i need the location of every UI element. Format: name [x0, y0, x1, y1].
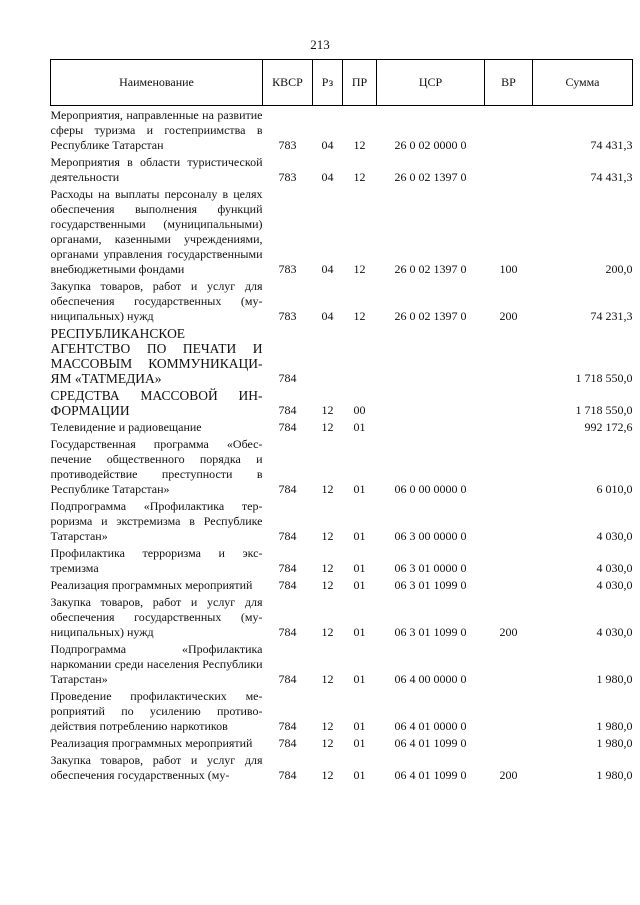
cell-kvsr: 784: [278, 719, 297, 733]
cell-name: Реализация программных мероприятий: [50, 578, 253, 592]
cell-kvsr: 783: [278, 170, 297, 184]
cell-pr: 01: [353, 672, 366, 686]
cell-vr: [485, 687, 533, 734]
cell-name: Проведение профилактических мероприятий по усилению противодействия потреблению наркотиков: [50, 689, 263, 733]
cell-csr: 26 0 02 1397 0: [394, 309, 467, 323]
cell-vr: [485, 324, 533, 386]
cell-rz: 04: [321, 309, 334, 323]
table-row: [51, 153, 633, 185]
cell-name: Расходы на выплаты персоналу в целях обеспечения выполнения функций государственными (муниципальными) органами, казенными учреждениями, органами управления государственными внебюджетными фондами: [50, 187, 263, 276]
cell-vr: 200: [499, 768, 518, 782]
table-row: [51, 497, 633, 544]
cell-csr: 06 4 01 0000 0: [394, 719, 467, 733]
cell-csr: [377, 324, 485, 386]
table-row: [51, 544, 633, 576]
cell-sum: 74 431,3: [590, 170, 633, 184]
table-row: [51, 324, 633, 386]
table-row: [51, 435, 633, 497]
cell-pr: 12: [353, 309, 366, 323]
cell-kvsr: 783: [278, 138, 297, 152]
cell-csr: [377, 386, 485, 418]
cell-name: Подпрограмма «Профилактика наркомании среди населения Республики Татарстан»: [50, 642, 263, 686]
cell-csr: 06 4 01 1099 0: [394, 768, 467, 782]
cell-name: Мероприятия в области туристической деятельности: [50, 155, 263, 184]
header-csr: ЦСР: [377, 60, 485, 106]
cell-name: РЕСПУБЛИКАНСКОЕ АГЕНТСТВО ПО ПЕЧАТИ И МАССОВЫМ КОММУНИКАЦИЯМ «ТАТМЕДИА»: [50, 326, 263, 386]
cell-rz: 04: [321, 138, 334, 152]
cell-csr: 06 0 00 0000 0: [394, 482, 467, 496]
cell-sum: 1 980,0: [596, 719, 633, 733]
cell-vr: [485, 386, 533, 418]
cell-name: Реализация программных мероприятий: [50, 736, 253, 750]
cell-pr: 12: [353, 138, 366, 152]
cell-sum: 1 980,0: [596, 672, 633, 686]
cell-kvsr: 784: [278, 578, 297, 592]
budget-table: [50, 59, 633, 783]
cell-kvsr: 784: [278, 625, 297, 639]
cell-pr: 00: [353, 403, 366, 417]
cell-kvsr: 784: [278, 736, 297, 750]
cell-rz: 12: [321, 420, 334, 434]
cell-vr: [485, 497, 533, 544]
cell-name: Закупка товаров, работ и услуг для обеспечения государственных (муниципальных) нужд: [50, 595, 263, 639]
cell-kvsr: 784: [278, 672, 297, 686]
table-row: [51, 418, 633, 435]
cell-pr: 01: [353, 736, 366, 750]
cell-vr: [485, 435, 533, 497]
header-rz: Рз: [313, 60, 343, 106]
cell-kvsr: 784: [278, 482, 297, 496]
cell-csr: 06 3 01 0000 0: [394, 561, 467, 575]
cell-vr: 200: [499, 309, 518, 323]
cell-sum: 4 030,0: [596, 578, 633, 592]
cell-sum: 4 030,0: [596, 625, 633, 639]
cell-pr: 01: [353, 482, 366, 496]
cell-name: Профилактика терроризма и экстремизма: [50, 546, 263, 575]
cell-sum: 4 030,0: [596, 561, 633, 575]
cell-sum: 1 718 550,0: [575, 403, 633, 417]
cell-vr: [485, 153, 533, 185]
header-pr: ПР: [343, 60, 377, 106]
cell-rz: 04: [321, 262, 334, 276]
cell-sum: 4 030,0: [596, 529, 633, 543]
cell-pr: 01: [353, 625, 366, 639]
cell-rz: 12: [321, 529, 334, 543]
cell-rz: 12: [321, 403, 334, 417]
table-row: [51, 640, 633, 687]
table-row: [51, 386, 633, 418]
page-number: 213: [310, 37, 330, 52]
cell-pr: 01: [353, 578, 366, 592]
cell-rz: 12: [321, 672, 334, 686]
cell-sum: 6 010,0: [596, 482, 633, 496]
cell-csr: 06 3 00 0000 0: [394, 529, 467, 543]
cell-vr: [485, 576, 533, 593]
cell-vr: [485, 544, 533, 576]
cell-pr: 01: [353, 719, 366, 733]
cell-rz: 12: [321, 768, 334, 782]
cell-kvsr: 784: [278, 371, 297, 385]
cell-pr: 01: [353, 561, 366, 575]
cell-pr: 12: [353, 262, 366, 276]
cell-rz: 12: [321, 482, 334, 496]
cell-sum: 200,0: [605, 262, 633, 276]
table-row: [51, 576, 633, 593]
header-name: Наименование: [51, 60, 263, 106]
cell-vr: [485, 106, 533, 154]
cell-sum: 1 718 550,0: [575, 371, 633, 385]
cell-vr: [485, 418, 533, 435]
cell-rz: 12: [321, 578, 334, 592]
cell-csr: [377, 418, 485, 435]
table-row: [51, 734, 633, 751]
cell-rz: [313, 324, 343, 386]
header-vr: ВР: [485, 60, 533, 106]
cell-name: СРЕДСТВА МАССОВОЙ ИНФОРМАЦИИ: [50, 388, 263, 418]
table-row: [51, 593, 633, 640]
table-row: [51, 185, 633, 277]
cell-kvsr: 783: [278, 262, 297, 276]
table-header-row: [51, 60, 633, 106]
cell-name: Закупка товаров, работ и услуг для обеспечения государственных (муниципальных) нужд: [50, 279, 263, 323]
cell-sum: 1 980,0: [596, 736, 633, 750]
cell-csr: 06 3 01 1099 0: [394, 578, 467, 592]
table-row: [51, 277, 633, 324]
cell-sum: 1 980,0: [596, 768, 633, 782]
table-row: [51, 687, 633, 734]
cell-kvsr: 784: [278, 768, 297, 782]
cell-csr: 26 0 02 1397 0: [394, 170, 467, 184]
cell-name: Мероприятия, направленные на развитие сферы туризма и гостеприимства в Республике Татарстан: [50, 108, 263, 152]
cell-vr: 100: [499, 262, 518, 276]
cell-sum: 992 172,6: [584, 420, 633, 434]
cell-kvsr: 784: [278, 529, 297, 543]
table-body: [51, 106, 633, 784]
cell-pr: 01: [353, 529, 366, 543]
cell-kvsr: 783: [278, 309, 297, 323]
cell-name: Телевидение и радиовещание: [50, 420, 202, 434]
cell-kvsr: 784: [278, 403, 297, 417]
table-row: [51, 751, 633, 783]
cell-pr: 12: [353, 170, 366, 184]
cell-rz: 04: [321, 170, 334, 184]
cell-name: Подпрограмма «Профилактика терроризма и экстремизма в Республике Татарстан»: [50, 499, 263, 543]
cell-csr: 06 4 00 0000 0: [394, 672, 467, 686]
cell-name: Закупка товаров, работ и услуг для обеспечения государственных (му-: [50, 753, 263, 782]
table-row: [51, 106, 633, 154]
cell-csr: 06 3 01 1099 0: [394, 625, 467, 639]
cell-vr: 200: [499, 625, 518, 639]
cell-csr: 06 4 01 1099 0: [394, 736, 467, 750]
cell-rz: 12: [321, 719, 334, 733]
cell-vr: [485, 640, 533, 687]
cell-kvsr: 784: [278, 420, 297, 434]
cell-rz: 12: [321, 561, 334, 575]
cell-name: Государственная программа «Обеспечение общественного порядка и противодействие преступности в Республике Татарстан»: [50, 437, 263, 496]
cell-csr: 26 0 02 1397 0: [394, 262, 467, 276]
cell-vr: [485, 734, 533, 751]
cell-rz: 12: [321, 736, 334, 750]
cell-pr: [343, 324, 377, 386]
cell-csr: 26 0 02 0000 0: [394, 138, 467, 152]
cell-sum: 74 231,3: [590, 309, 633, 323]
cell-pr: 01: [353, 768, 366, 782]
cell-kvsr: 784: [278, 561, 297, 575]
cell-pr: 01: [353, 420, 366, 434]
cell-rz: 12: [321, 625, 334, 639]
header-sum: Сумма: [533, 60, 633, 106]
cell-sum: 74 431,3: [590, 138, 633, 152]
header-kvsr: КВСР: [263, 60, 313, 106]
